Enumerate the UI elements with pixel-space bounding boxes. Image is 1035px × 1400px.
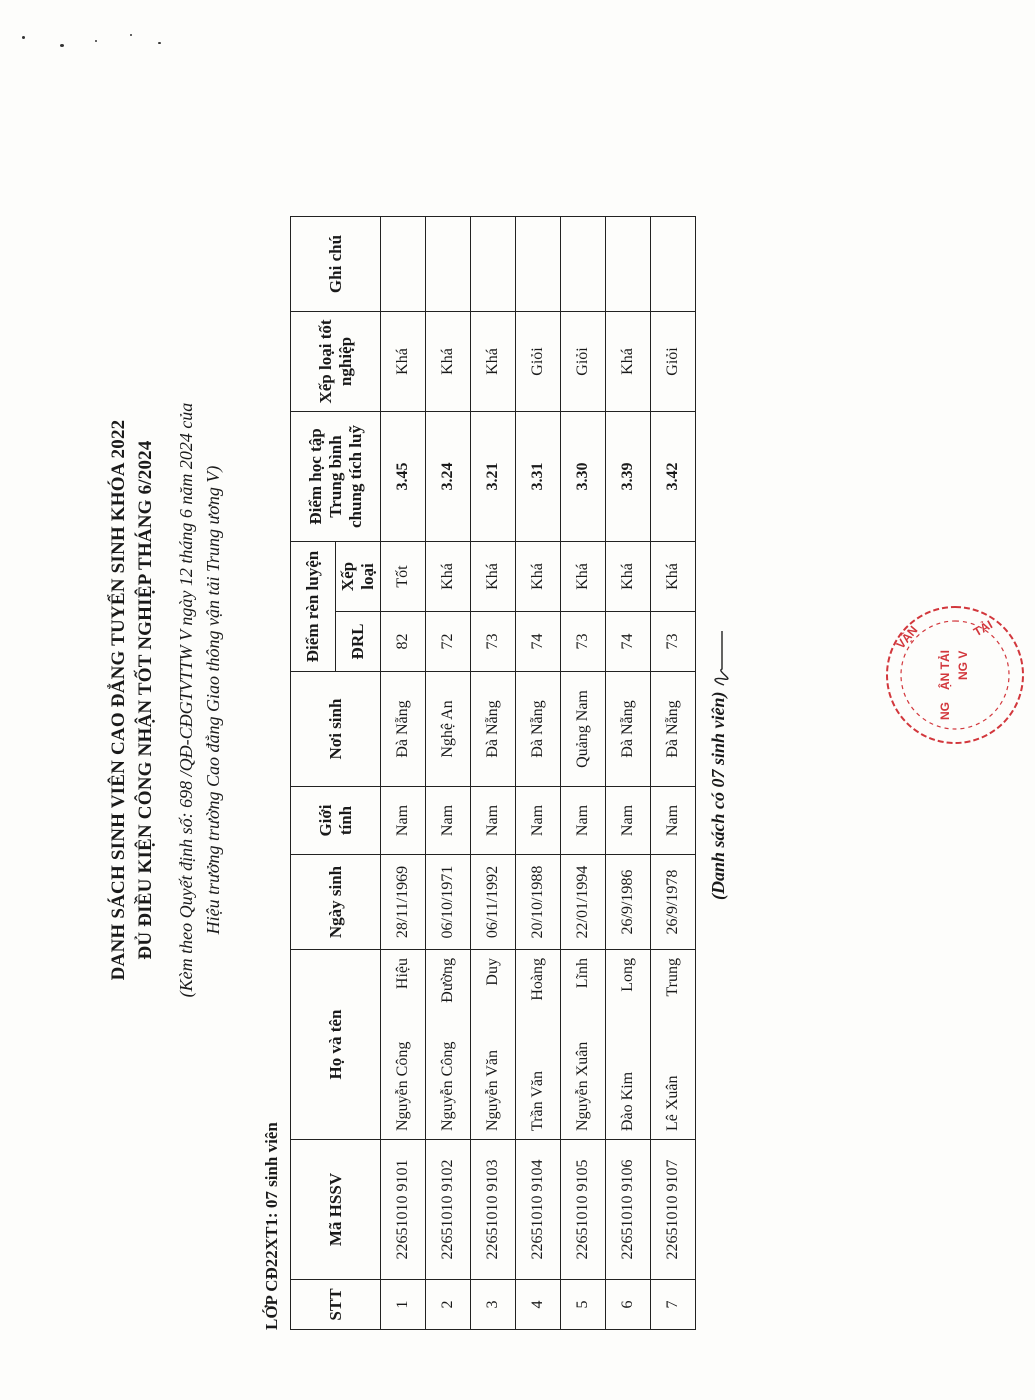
gpa-cell: 3.24 <box>426 412 471 542</box>
table-row <box>426 217 471 1330</box>
notes-cell <box>651 217 696 312</box>
birthplace-cell: Đà Nẵng <box>471 672 516 787</box>
table-body <box>381 217 696 1330</box>
notes-cell <box>516 217 561 312</box>
header-student-id: Mã HSSV <box>291 1140 381 1280</box>
student-id-cell: 22651010 9105 <box>561 1140 606 1280</box>
stt-cell: 5 <box>561 1280 606 1330</box>
surname-text: Đào Kim <box>619 1071 636 1131</box>
surname-text: Nguyễn Xuân <box>574 1041 591 1131</box>
gender-cell: Nam <box>381 787 426 855</box>
header-conduct-rank: Xếp loại <box>336 542 381 612</box>
table-row <box>606 217 651 1330</box>
student-id-cell: 22651010 9107 <box>651 1140 696 1280</box>
header-graduation-rank: Xếp loại tốt nghiệp <box>291 312 381 412</box>
graduation-rank-cell: Giỏi <box>561 312 606 412</box>
stamp-text-4: NG V <box>956 650 970 680</box>
table-row <box>561 217 606 1330</box>
header-full-name: Họ và tên <box>291 950 381 1140</box>
conduct-rank-cell: Khá <box>606 542 651 612</box>
notes-cell <box>471 217 516 312</box>
conduct-rank-cell: Khá <box>651 542 696 612</box>
name-cell <box>471 950 516 1140</box>
birthplace-cell: Đà Nẵng <box>381 672 426 787</box>
gpa-cell: 3.42 <box>651 412 696 542</box>
student-id-cell: 22651010 9102 <box>426 1140 471 1280</box>
birth-date-cell: 26/9/1986 <box>606 855 651 950</box>
stamp-ring-icon <box>880 600 1030 750</box>
drl-cell: 74 <box>606 612 651 672</box>
stt-cell: 1 <box>381 1280 426 1330</box>
doc-title-line2: ĐỦ ĐIỀU KIỆN CÔNG NHẬN TỐT NGHIỆP THÁNG 6/2024 <box>135 440 156 960</box>
stt-cell: 6 <box>606 1280 651 1330</box>
gpa-cell: 3.45 <box>381 412 426 542</box>
notes-cell <box>606 217 651 312</box>
doc-subtitle-line1: (Kèm theo Quyết định số: 698 /QĐ-CĐGTVTTW V ngày 12 tháng 6 năm 2024 của <box>176 402 196 998</box>
graduation-rank-cell: Giỏi <box>516 312 561 412</box>
stamp-text-1: VẬN <box>893 623 921 652</box>
birth-date-cell: 06/11/1992 <box>471 855 516 950</box>
stt-cell: 3 <box>471 1280 516 1330</box>
notes-cell <box>561 217 606 312</box>
header-notes: Ghi chú <box>291 217 381 312</box>
notes-cell <box>381 217 426 312</box>
doc-title-line1: DANH SÁCH SINH VIÊN CAO ĐẲNG TUYỂN SINH KHÓA 2022 <box>108 419 129 981</box>
header-gender: Giới tính <box>291 787 381 855</box>
surname-text: Nguyễn Văn <box>484 1049 501 1131</box>
graduation-rank-cell: Khá <box>606 312 651 412</box>
surname-text: Lê Xuân <box>664 1075 681 1131</box>
drl-cell: 82 <box>381 612 426 672</box>
student-id-cell: 22651010 9104 <box>516 1140 561 1280</box>
header-conduct: Điểm rèn luyện <box>291 542 336 672</box>
given-name-text: Trung <box>664 958 681 997</box>
drl-cell: 73 <box>651 612 696 672</box>
name-cell <box>516 950 561 1140</box>
header-gpa: Điểm học tập Trung bình chung tích luỹ <box>291 412 381 542</box>
birth-date-cell: 26/9/1978 <box>651 855 696 950</box>
gpa-cell: 3.30 <box>561 412 606 542</box>
conduct-rank-cell: Khá <box>561 542 606 612</box>
footer-text: (Danh sách có 07 sinh viên) <box>708 691 728 900</box>
surname-text: Trần Văn <box>529 1070 546 1131</box>
drl-cell: 73 <box>561 612 606 672</box>
given-name-text: Hiệu <box>394 958 411 990</box>
class-heading: LỚP CĐ22XT1: 07 sinh viên <box>262 1122 281 1330</box>
surname-text: Nguyễn Công <box>394 1041 411 1131</box>
header-birthplace: Nơi sinh <box>291 672 381 787</box>
stamp-text-5: TẢI <box>971 617 995 640</box>
graduation-rank-cell: Khá <box>471 312 516 412</box>
header-drl: ĐRL <box>336 612 381 672</box>
surname-text: Nguyễn Công <box>439 1041 456 1131</box>
stt-cell: 7 <box>651 1280 696 1330</box>
graduates-table <box>290 216 696 1330</box>
gender-cell: Nam <box>426 787 471 855</box>
drl-cell: 72 <box>426 612 471 672</box>
stamp-text-3: ẬN TẢI <box>938 650 952 690</box>
name-cell <box>651 950 696 1140</box>
drl-cell: 74 <box>516 612 561 672</box>
name-cell <box>561 950 606 1140</box>
birth-date-cell: 20/10/1988 <box>516 855 561 950</box>
birth-date-cell: 06/10/1971 <box>426 855 471 950</box>
birth-date-cell: 22/01/1994 <box>561 855 606 950</box>
gender-cell: Nam <box>516 787 561 855</box>
graduation-rank-cell: Khá <box>426 312 471 412</box>
notes-cell <box>426 217 471 312</box>
table-row <box>516 217 561 1330</box>
stt-cell: 2 <box>426 1280 471 1330</box>
official-stamp <box>880 600 1030 750</box>
given-name-text: Lĩnh <box>574 958 591 989</box>
given-name-text: Long <box>619 958 636 992</box>
birthplace-cell: Quảng Nam <box>561 672 606 787</box>
graduation-rank-cell: Giỏi <box>651 312 696 412</box>
signature-mark <box>710 627 730 687</box>
doc-subtitle-line2: Hiệu trưởng trường Cao đẳng Giao thông vận tải Trung ương V) <box>203 465 223 935</box>
given-name-text: Đường <box>439 958 456 1003</box>
gpa-cell: 3.21 <box>471 412 516 542</box>
header-birth-date: Ngày sinh <box>291 855 381 950</box>
given-name-text: Hoàng <box>529 958 546 1001</box>
gpa-cell: 3.31 <box>516 412 561 542</box>
gender-cell: Nam <box>651 787 696 855</box>
birthplace-cell: Đà Nẵng <box>606 672 651 787</box>
student-id-cell: 22651010 9103 <box>471 1140 516 1280</box>
birth-date-cell: 28/11/1969 <box>381 855 426 950</box>
gender-cell: Nam <box>561 787 606 855</box>
name-cell <box>426 950 471 1140</box>
table-row <box>651 217 696 1330</box>
stamp-text-2: NG <box>938 702 952 720</box>
gender-cell: Nam <box>606 787 651 855</box>
table-row <box>471 217 516 1330</box>
birthplace-cell: Nghệ An <box>426 672 471 787</box>
student-id-cell: 22651010 9101 <box>381 1140 426 1280</box>
conduct-rank-cell: Khá <box>426 542 471 612</box>
graduation-rank-cell: Khá <box>381 312 426 412</box>
gpa-cell: 3.39 <box>606 412 651 542</box>
table-row <box>381 217 426 1330</box>
gender-cell: Nam <box>471 787 516 855</box>
drl-cell: 73 <box>471 612 516 672</box>
name-cell <box>381 950 426 1140</box>
header-stt: STT <box>291 1280 381 1330</box>
conduct-rank-cell: Tốt <box>381 542 426 612</box>
student-id-cell: 22651010 9106 <box>606 1140 651 1280</box>
footer-note <box>708 627 730 900</box>
name-cell <box>606 950 651 1140</box>
birthplace-cell: Đà Nẵng <box>516 672 561 787</box>
stt-cell: 4 <box>516 1280 561 1330</box>
given-name-text: Duy <box>484 958 501 986</box>
birthplace-cell: Đà Nẵng <box>651 672 696 787</box>
conduct-rank-cell: Khá <box>471 542 516 612</box>
conduct-rank-cell: Khá <box>516 542 561 612</box>
